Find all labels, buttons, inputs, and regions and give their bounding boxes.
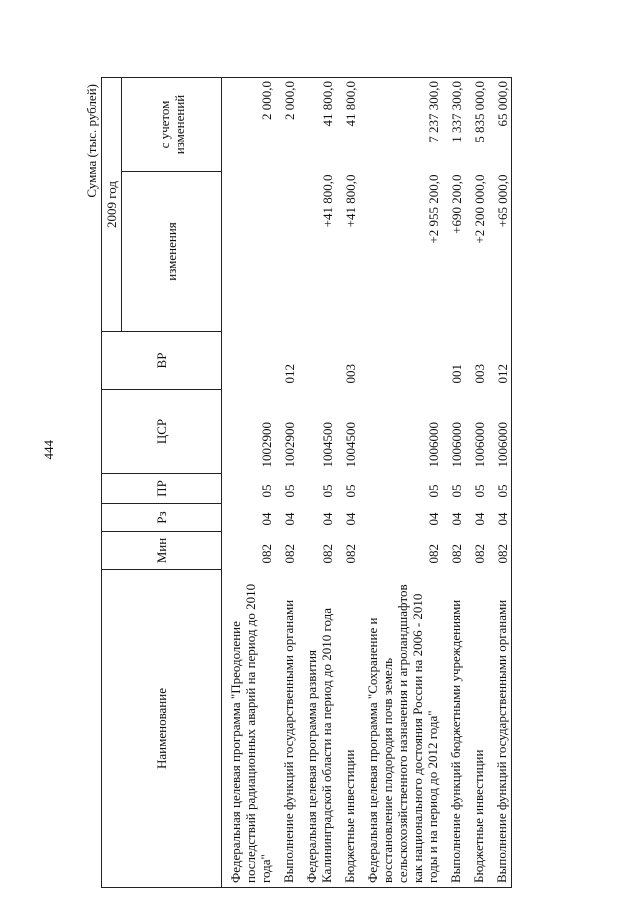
table-row (298, 78, 336, 888)
row-min: 082 (426, 544, 441, 564)
row-pr: 05 (426, 484, 441, 498)
row-pr: 05 (472, 484, 487, 498)
row-rz: 04 (320, 512, 335, 526)
header-name: Наименование (102, 570, 222, 888)
header-with-changes: с учетом изменений (122, 78, 222, 172)
row-change (275, 172, 298, 332)
row-change: +41 800,0 (320, 174, 335, 228)
row-min: 082 (472, 544, 487, 564)
row-rz: 04 (449, 512, 464, 526)
row-min: 082 (282, 544, 297, 564)
row-csr: 1006000 (488, 390, 512, 474)
row-rz: 04 (343, 512, 358, 526)
row-name: Бюджетные инвестиции (465, 570, 488, 888)
row-total: 65 000,0 (488, 78, 512, 172)
row-change (222, 172, 276, 332)
row-vr (359, 332, 442, 390)
row-pr: 05 (282, 484, 297, 498)
table-row (275, 78, 298, 888)
header-min: Мин (102, 532, 222, 570)
row-total: 2 000,0 (275, 78, 298, 172)
row-change: +2 200 000,0 (472, 174, 487, 244)
table-row (442, 78, 465, 888)
row-vr: 012 (488, 332, 512, 390)
table-row (336, 78, 359, 888)
header-pr: ПР (102, 474, 222, 504)
row-min: 082 (343, 544, 358, 564)
rotated-table-sheet (85, 78, 565, 888)
row-csr: 1006000 (449, 422, 464, 468)
row-rz: 04 (259, 512, 274, 526)
row-csr: 1004500 (343, 422, 358, 468)
row-name: Бюджетные инвестиции (336, 570, 359, 888)
row-vr (298, 332, 336, 390)
row-min: 082 (488, 532, 512, 570)
row-csr: 1002900 (259, 422, 274, 468)
header-csr: ЦСР (102, 390, 222, 474)
row-change: +2 955 200,0 (426, 174, 441, 244)
row-change: +690 200,0 (449, 174, 464, 234)
row-pr: 05 (259, 484, 274, 498)
table-row (359, 78, 442, 888)
row-vr: 001 (449, 364, 464, 384)
row-total: 41 800,0 (336, 78, 359, 172)
sum-unit-label: Сумма (тыс. рублей) (84, 84, 99, 198)
header-vr: ВР (102, 332, 222, 390)
row-min: 082 (320, 544, 335, 564)
header-rz: Рз (102, 504, 222, 532)
row-rz: 04 (282, 512, 297, 526)
row-pr: 05 (320, 484, 335, 498)
row-pr: 05 (488, 474, 512, 504)
row-pr: 05 (449, 484, 464, 498)
budget-table (101, 77, 512, 888)
row-change: +65 000,0 (488, 172, 512, 332)
row-csr: 1006000 (472, 422, 487, 468)
row-total: 41 800,0 (298, 78, 336, 172)
row-name: Федеральная целевая программа "Сохранение и восстановление плодородия почв земель сельскохозяйственного назначения и агроландшафтов как национального достояния России на 2006 - 2010 годы и на период до 2012 года" (359, 570, 442, 888)
row-rz: 04 (488, 504, 512, 532)
row-vr: 003 (343, 364, 358, 384)
row-change: +41 800,0 (343, 174, 358, 228)
header-changes: изменения (122, 172, 222, 332)
row-vr (222, 332, 276, 390)
row-rz: 04 (426, 512, 441, 526)
row-total: 2 000,0 (222, 78, 276, 172)
row-name: Выполнение функций бюджетными учреждениями (442, 570, 465, 888)
table-row (488, 78, 512, 888)
row-name: Выполнение функций государственными органами (488, 570, 512, 888)
row-total: 5 835 000,0 (465, 78, 488, 172)
row-vr: 012 (282, 364, 297, 384)
row-name: Выполнение функций государственными органами (275, 570, 298, 888)
page-number: 444 (41, 440, 56, 460)
row-csr: 1004500 (320, 422, 335, 468)
row-pr: 05 (343, 484, 358, 498)
row-csr: 1006000 (426, 422, 441, 468)
row-min: 082 (259, 544, 274, 564)
row-total: 1 337 300,0 (442, 78, 465, 172)
header-row-1 (102, 78, 122, 888)
table-row (222, 78, 276, 888)
header-year: 2009 год (102, 78, 122, 332)
row-csr: 1002900 (282, 422, 297, 468)
row-total: 7 237 300,0 (359, 78, 442, 172)
row-rz: 04 (472, 512, 487, 526)
table-row (465, 78, 488, 888)
row-vr: 003 (472, 364, 487, 384)
row-name: Федеральная целевая программа развития Калининградской области на период до 2010 года (298, 570, 336, 888)
row-name: Федеральная целевая программа "Преодоление последствий радиационных аварий на период до 2010 года" (222, 570, 276, 888)
row-min: 082 (449, 544, 464, 564)
